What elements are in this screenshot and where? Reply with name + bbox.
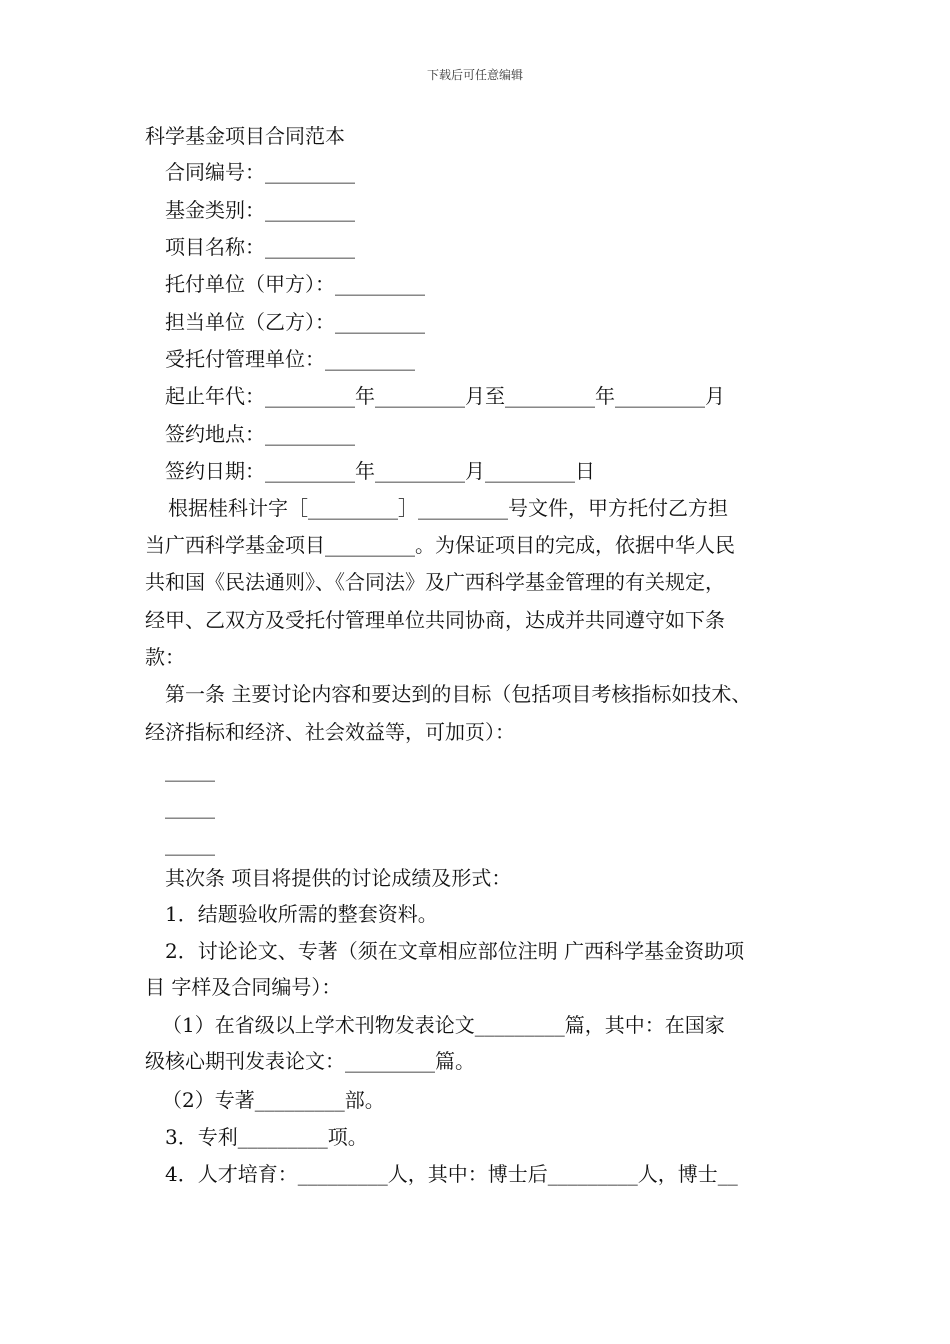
intro-line: 当广西科学基金项目_________。为保证项目的完成，依据中华人民	[145, 533, 735, 557]
article-2-item-2: 2．讨论论文、专著（须在文章相应部位注明 广西科学基金资助项	[165, 939, 745, 963]
blank-line: _____	[165, 832, 215, 856]
field-fund-category: 基金类别：_________	[165, 198, 355, 222]
blank-line: _____	[165, 795, 215, 819]
article-2-item-2-cont: 目 字样及合同编号）：	[145, 975, 342, 999]
article-2-item-2a: （1）在省级以上学术刊物发表论文_________篇，其中：在国家	[162, 1013, 725, 1037]
article-2-item-3: 3．专利_________项。	[165, 1125, 368, 1149]
article-1-heading: 第一条 主要讨论内容和要达到的目标（包括项目考核指标如技术、	[165, 682, 752, 706]
article-1-heading-cont: 经济指标和经济、社会效益等，可加页）：	[145, 720, 515, 744]
document-title: 科学基金项目合同范本	[145, 124, 345, 148]
article-2-item-2a-cont: 级核心期刊发表论文：_________篇。	[145, 1049, 475, 1073]
field-sign-date: 签约日期：_________年_________月_________日	[165, 459, 595, 483]
field-period: 起止年代：_________年_________月至_________年_________月	[165, 384, 725, 408]
article-2-item-2b: （2）专著_________部。	[162, 1088, 385, 1112]
article-2-item-4: 4．人才培育：_________人，其中：博士后_________人，博士__	[165, 1162, 738, 1186]
field-contract-number: 合同编号：_________	[165, 160, 355, 184]
article-2-heading: 其次条 项目将提供的讨论成绩及形式：	[165, 866, 512, 890]
article-2-item-1: 1．结题验收所需的整套资料。	[165, 902, 438, 926]
field-sign-location: 签约地点：_________	[165, 422, 355, 446]
field-party-b: 担当单位（乙方）：_________	[165, 310, 425, 334]
field-party-a: 托付单位（甲方）：_________	[165, 272, 425, 296]
blank-line: _____	[165, 758, 215, 782]
field-management-unit: 受托付管理单位：_________	[165, 347, 415, 371]
field-project-name: 项目名称：_________	[165, 235, 355, 259]
intro-line: 根据桂科计字［_________］_________号文件，甲方托付乙方担	[168, 496, 728, 520]
intro-line: 经甲、乙双方及受托付管理单位共同协商，达成并共同遵守如下条	[145, 608, 725, 632]
intro-line: 款：	[145, 645, 185, 669]
intro-line: 共和国《民法通则》、《合同法》及广西科学基金管理的有关规定，	[145, 570, 725, 594]
page-header: 下载后可任意编辑	[426, 68, 523, 82]
